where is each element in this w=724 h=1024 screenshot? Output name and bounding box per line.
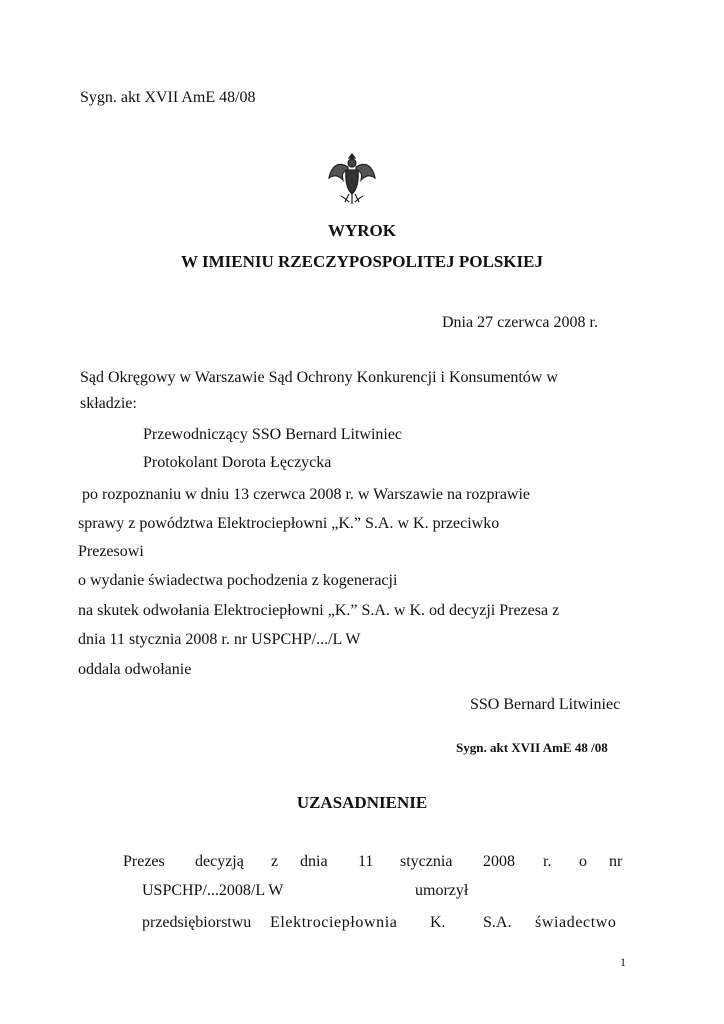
court-clerk: Protokolant Dorota Łęczycka [143, 454, 332, 471]
body-line-7: oddala odwołanie [78, 661, 192, 678]
justification-word: S.A. [483, 914, 512, 931]
judgment-date: Dnia 27 czerwca 2008 r. [442, 314, 598, 331]
justification-word: K. [430, 914, 446, 931]
body-line-1: po rozpoznaniu w dniu 13 czerwca 2008 r. w Warszawie na rozprawie [82, 486, 531, 503]
justification-word: 2008 [483, 853, 515, 870]
justification-word: r. [543, 853, 552, 870]
justification-word: USPCHP/...2008/L W [142, 882, 284, 899]
justification-word: o [579, 853, 587, 870]
justification-word: nr [609, 853, 623, 870]
justification-word: świadectwo [535, 914, 617, 931]
presiding-judge: Przewodniczący SSO Bernard Litwiniec [143, 426, 403, 443]
judge-signature: SSO Bernard Litwiniec [470, 696, 621, 713]
justification-word: Elektrociepłownia [270, 914, 398, 931]
body-line-5: na skutek odwołania Elektrociepłowni „K.” S.A. w K. od decyzji Prezesa z [78, 602, 560, 619]
body-line-3: Prezesowi [78, 543, 144, 560]
page-number: 1 [620, 955, 626, 969]
justification-word: przedsiębiorstwu [142, 914, 252, 931]
justification-row-1 [0, 852, 724, 872]
court-line-2: składzie: [80, 395, 137, 412]
justification-word: decyzją [195, 853, 244, 870]
justification-row-3 [0, 913, 724, 933]
justification-word: 11 [358, 853, 374, 870]
judgment-subtitle: W IMIENIU RZECZYPOSPOLITEJ POLSKIEJ [181, 252, 543, 271]
body-line-2: sprawy z powództwa Elektrociepłowni „K.” S.A. w K. przeciwko [78, 515, 500, 532]
justification-word: umorzył [415, 882, 469, 899]
justification-word: z [271, 853, 279, 870]
justification-heading: UZASADNIENIE [296, 793, 428, 812]
justification-row-2 [0, 881, 724, 901]
justification-word: stycznia [400, 853, 453, 870]
court-line-1: Sąd Okręgowy w Warszawie Sąd Ochrony Konkurencji i Konsumentów w [80, 369, 558, 386]
polish-eagle-emblem-icon [327, 150, 377, 206]
justification-word: Prezes [123, 853, 165, 870]
judgment-title: WYROK [328, 221, 396, 240]
body-line-6: dnia 11 stycznia 2008 r. nr USPCHP/.../L W [78, 631, 361, 648]
body-line-4: o wydanie świadectwa pochodzenia z kogeneracji [78, 572, 398, 589]
justification-word: dnia [300, 853, 328, 870]
case-number-2: Sygn. akt XVII AmE 48 /08 [456, 740, 608, 755]
case-number: Sygn. akt XVII AmE 48/08 [80, 89, 256, 106]
